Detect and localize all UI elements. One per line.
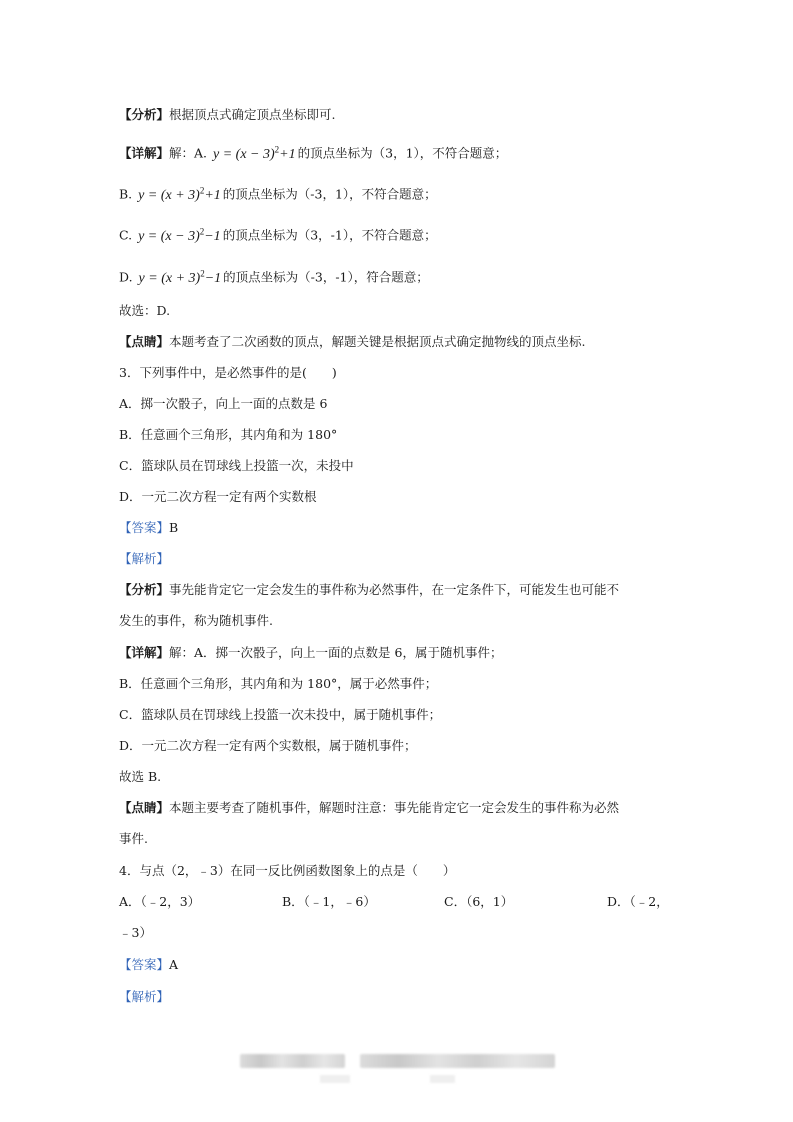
analysis-text: 事先能肯定它一定会发生的事件称为必然事件，在一定条件下，可能发生也可能不 bbox=[169, 582, 620, 597]
q4-option-d: D．（﹣2， bbox=[607, 894, 669, 909]
q2-comment bbox=[119, 333, 586, 351]
detail-label: 【详解】 bbox=[119, 145, 170, 161]
q3-option-d: D．一元二次方程一定有两个实数根 bbox=[119, 489, 317, 504]
equation-b: $y = (x + 3)^2+1$ bbox=[138, 185, 221, 203]
q2-analysis bbox=[119, 106, 336, 124]
q4-analysis-header: 【解析】 bbox=[119, 989, 170, 1004]
q2-choice: 故选：D. bbox=[119, 303, 171, 318]
q4-option-d-cont: ﹣3） bbox=[119, 925, 152, 940]
equation-a: $y = (x - 3)^2+1$ bbox=[213, 144, 296, 162]
detail-a-text: 的顶点坐标为（3，1），不符合题意； bbox=[297, 145, 508, 161]
q3-detail-1 bbox=[119, 644, 502, 662]
footer-watermark bbox=[360, 1054, 555, 1068]
equation-d: $y = (x + 3)^2-1$ bbox=[138, 268, 222, 286]
q4-stem: 4．与点（2，﹣3）在同一反比例函数图象上的点是（ ） bbox=[119, 863, 456, 878]
footer-watermark bbox=[430, 1075, 455, 1083]
q4-option-b: B．（﹣1，﹣6） bbox=[282, 894, 376, 909]
footer-watermark bbox=[240, 1054, 345, 1068]
q3-analysis-line1 bbox=[119, 581, 619, 599]
comment-label: 【点睛】 bbox=[119, 800, 170, 815]
detail-label: 【详解】 bbox=[119, 645, 170, 660]
q3-option-a: A．掷一次骰子，向上一面的点数是 6 bbox=[119, 396, 328, 411]
q3-comment-line1 bbox=[119, 799, 619, 817]
comment-text: 本题主要考查了随机事件，解题时注意：事先能肯定它一定会发生的事件称为必然 bbox=[169, 800, 620, 815]
comment-label: 【点睛】 bbox=[119, 334, 170, 349]
q4-answer bbox=[119, 956, 178, 974]
analysis-text: 根据顶点式确定顶点坐标即可. bbox=[169, 107, 336, 122]
answer-label: 【答案】 bbox=[119, 957, 170, 972]
detail-text: 解：A．掷一次骰子，向上一面的点数是 6，属于随机事件； bbox=[169, 645, 503, 660]
detail-d-text: 的顶点坐标为（-3，-1），符合题意； bbox=[223, 269, 429, 285]
answer-value: B bbox=[169, 520, 179, 535]
q3-option-b: B．任意画个三角形，其内角和为 180° bbox=[119, 427, 338, 442]
option-prefix: B. bbox=[119, 186, 133, 202]
option-prefix: D. bbox=[119, 269, 133, 285]
q4-option-a: A．（﹣2，3） bbox=[119, 894, 201, 909]
q3-analysis-header: 【解析】 bbox=[119, 551, 170, 566]
footer-watermark bbox=[320, 1075, 350, 1083]
detail-c-text: 的顶点坐标为（3，-1），不符合题意； bbox=[222, 227, 437, 243]
equation-c: $y = (x - 3)^2-1$ bbox=[138, 226, 221, 244]
detail-b-text: 的顶点坐标为（-3，1），不符合题意； bbox=[222, 186, 437, 202]
comment-text: 本题考查了二次函数的顶点，解题关键是根据顶点式确定抛物线的顶点坐标. bbox=[169, 334, 586, 349]
q3-detail-3: C．篮球队员在罚球线上投篮一次未投中，属于随机事件； bbox=[119, 707, 442, 722]
option-prefix: C. bbox=[119, 227, 133, 243]
analysis-label: 【分析】 bbox=[119, 582, 170, 597]
q2-detail-b bbox=[119, 181, 437, 205]
answer-value: A bbox=[169, 957, 179, 972]
q4-option-c: C．（6，1） bbox=[444, 894, 514, 909]
q3-detail-2: B．任意画个三角形，其内角和为 180°，属于必然事件； bbox=[119, 676, 438, 691]
q3-stem: 3．下列事件中，是必然事件的是( ) bbox=[119, 365, 337, 380]
q2-detail-c bbox=[119, 222, 437, 246]
q3-option-c: C．篮球队员在罚球线上投篮一次，未投中 bbox=[119, 458, 354, 473]
answer-label: 【答案】 bbox=[119, 520, 170, 535]
q3-detail-4: D．一元二次方程一定有两个实数根，属于随机事件； bbox=[119, 738, 417, 753]
q2-detail-d bbox=[119, 264, 429, 288]
q3-comment-line2: 事件. bbox=[119, 831, 148, 846]
analysis-label: 【分析】 bbox=[119, 107, 170, 122]
detail-intro: 解：A. bbox=[169, 145, 208, 161]
q3-analysis-line2: 发生的事件，称为随机事件. bbox=[119, 613, 273, 628]
q3-answer bbox=[119, 519, 178, 537]
q3-choice: 故选 B. bbox=[119, 769, 162, 784]
q2-detail-a bbox=[119, 140, 507, 164]
